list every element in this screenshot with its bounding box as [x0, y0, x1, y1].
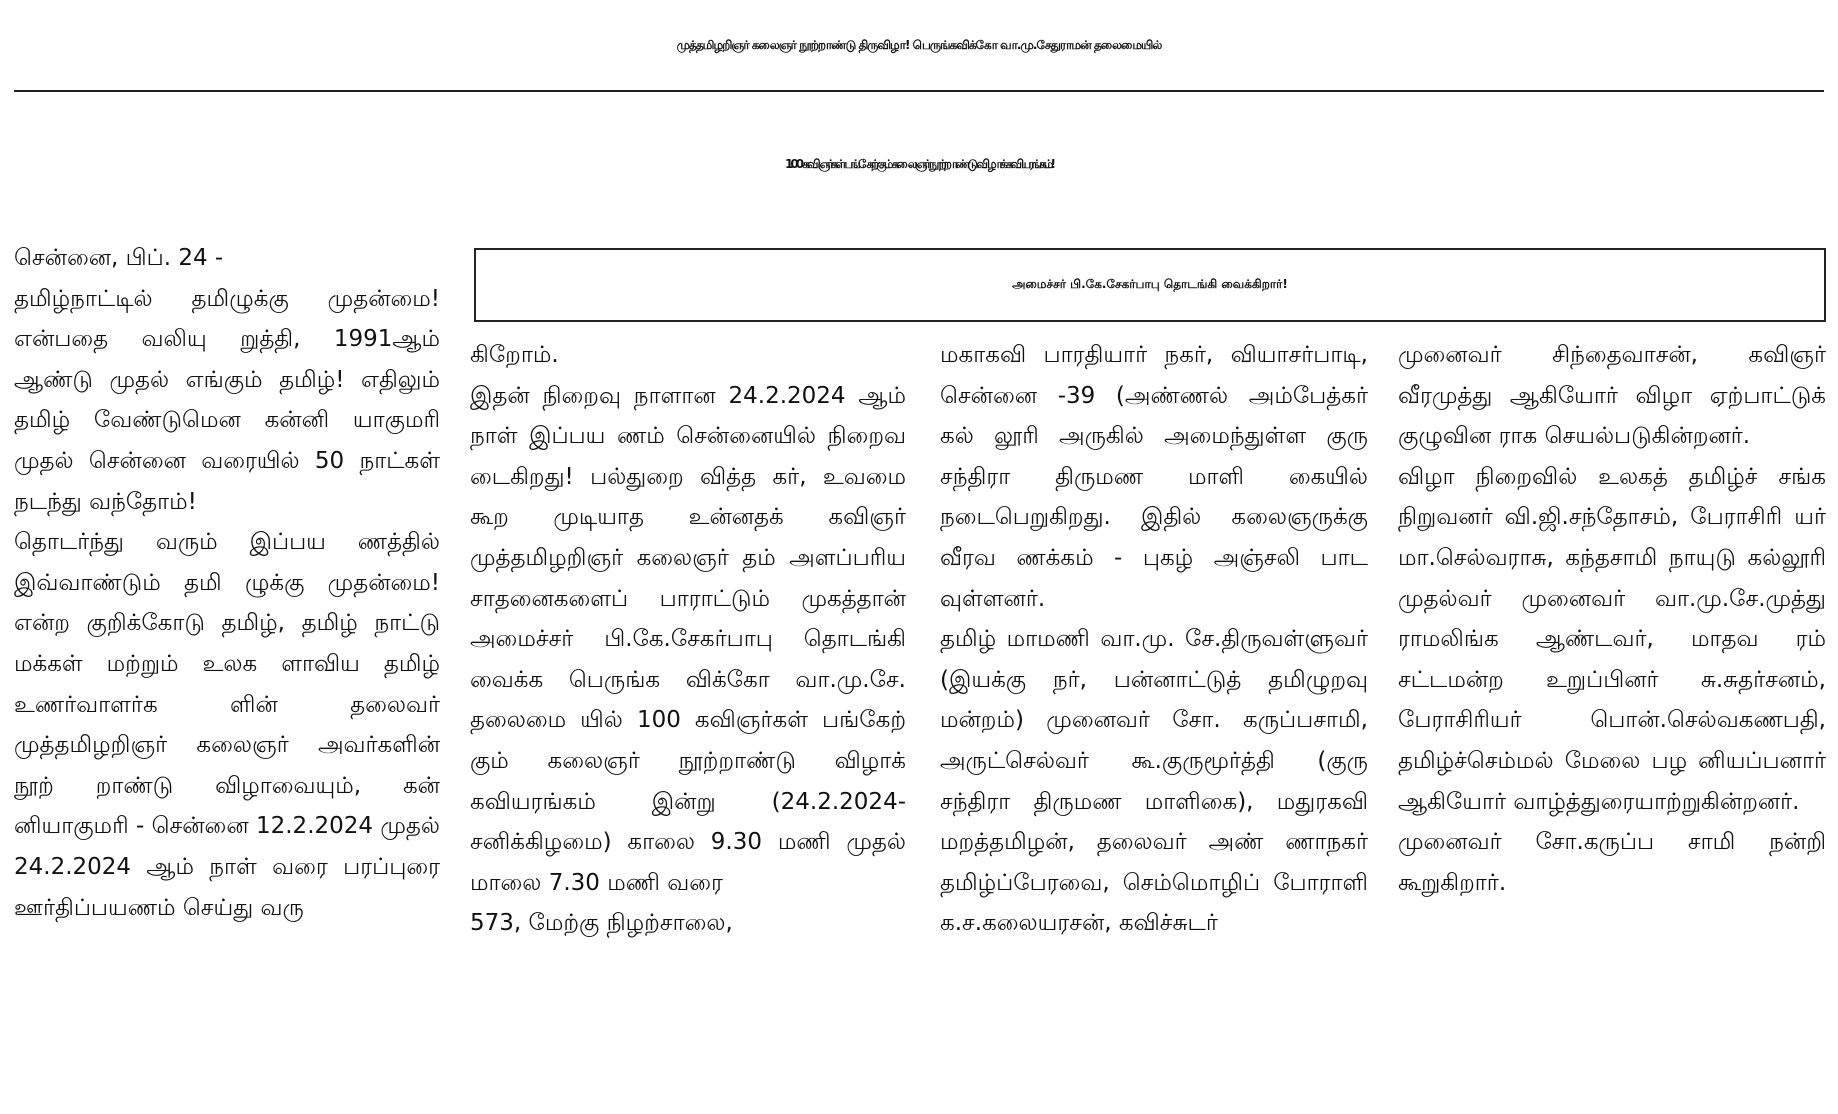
boxed-subheadline: அமைச்சர் பி.கே.சேகர்பாபு தொடங்கி வைக்கிறார்! [474, 248, 1826, 322]
article-column-3: மகாகவி பாரதியார் நகர், வியாசர்பாடி, சென்னை -39 (அண்ணல் அம்பேத்கர் கல் லூரி அருகில் அமைந்துள்ள குரு சந்திரா திருமண மாளி கையில் நடைபெறுகிறது. இதில் கலைஞருக்கு வீரவ ணக்கம் - புகழ் அஞ்சலி பாட வுள்ளனர். தமிழ் மாமணி வா.மு. சே.திருவள்ளுவர் (இயக்கு நர், பன்னாட்டுத் தமிழுறவு மன்றம்) முனைவர் சோ. கருப்பசாமி, அருட்செல்வர் கூ.குருமூர்த்தி (குரு சந்திரா திருமண மாளிகை), மதுரகவி மறத்தமிழன், தலைவர் அண் ணாநகர் தமிழ்ப்பேரவை, செம்மொழிப் போராளி க.ச.கலையரசன், கவிச்சுடர் [940, 342, 1368, 937]
divider-rule [14, 90, 1824, 92]
main-headline: 100 கவிஞர்கள் பங்கேற்கும் கலைஞர் நூற்றாண்டு விழாக் கவியரங்கம்! [785, 157, 1053, 171]
article-column-1: சென்னை, பிப். 24 - தமிழ்நாட்டில் தமிழுக்கு முதன்மை! என்பதை வலியு றுத்தி, 1991ஆம் ஆண்டு முதல் எங்கும் தமிழ்! எதிலும் தமிழ் வேண்டுமென கன்னி யாகுமரி முதல் சென்னை வரையில் 50 நாட்கள் நடந்து வந்தோம்! தொடர்ந்து வரும் இப்பய ணத்தில் இவ்வாண்டும் தமி ழுக்கு முதன்மை! என்ற குறிக்கோடு தமிழ், தமிழ் நாட்டு மக்கள் மற்றும் உலக ளாவிய தமிழ் உணர்வாளர்க ளின் தலைவர் முத்தமிழறிஞர் கலைஞர் அவர்களின் நூற் றாண்டு விழாவையும், கன் னியாகுமரி - சென்னை 12.2.2024 முதல் 24.2.2024 ஆம் நாள் வரை பரப்புரை ஊர்திப்பயணம் செய்து வரு [14, 245, 440, 921]
kicker-headline: முத்தமிழறிஞர் கலைஞர் நூற்றாண்டு திருவிழா! பெருங்கவிக்கோ வா.மு.சேதுராமன் தலைமையில் [676, 38, 1162, 52]
article-column-4: முனைவர் சிந்தைவாசன், கவிஞர் வீரமுத்து ஆகியோர் விழா ஏற்பாட்டுக் குழுவின ராக செயல்படுகின்றனர். விழா நிறைவில் உலகத் தமிழ்ச் சங்க நிறுவனர் வி.ஜி.சந்தோசம், பேராசிரி யர் மா.செல்வராசு, கந்தசாமி நாயுடு கல்லூரி முதல்வர் முனைவர் வா.மு.சே.முத்து ராமலிங்க ஆண்டவர், மாதவ ரம் சட்டமன்ற உறுப்பினர் சு.சுதர்சனம், பேராசிரியர் பொன்.செல்வகணபதி, தமிழ்ச்செம்மல் மேலை பழ னியப்பனார் ஆகியோர் வாழ்த்துரையாற்றுகின்றனர். முனைவர் சோ.கருப்ப சாமி நன்றி கூறுகிறார். [1398, 342, 1826, 896]
article-column-2: கிறோம். இதன் நிறைவு நாளான 24.2.2024 ஆம் நாள் இப்பய ணம் சென்னையில் நிறைவ டைகிறது! பல்துறை வித்த கர், உவமை கூற முடியாத உன்னதக் கவிஞர் முத்தமிழறிஞர் கலைஞர் தம் அளப்பரிய சாதனைகளைப் பாராட்டும் முகத்தான் அமைச்சர் பி.கே.சேகர்பாபு தொடங்கி வைக்க பெருங்க விக்கோ வா.மு.சே. தலைமை யில் 100 கவிஞர்கள் பங்கேற் கும் கலைஞர் நூற்றாண்டு விழாக் கவியரங்கம் இன்று (24.2.2024-சனிக்கிழமை) காலை 9.30 மணி முதல் மாலை 7.30 மணி வரை 573, மேற்கு நிழற்சாலை, [470, 342, 906, 937]
